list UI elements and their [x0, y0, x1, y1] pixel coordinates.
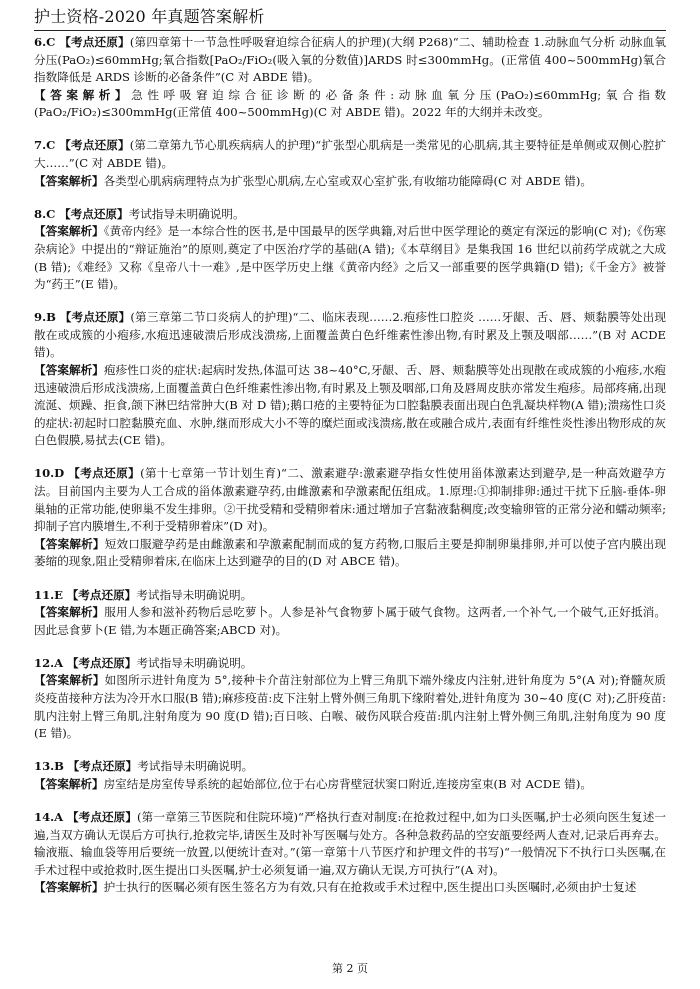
review-text: 考试指导未明确说明。 [137, 759, 254, 774]
answer-item-13 [34, 758, 666, 793]
answer-label: 14.A [34, 809, 64, 824]
answer-label: 9.B [34, 310, 56, 325]
review-paragraph [34, 206, 666, 224]
review-paragraph [34, 655, 666, 673]
analysis-text: 《黄帝内经》是一本综合性的医书,是中国最早的医学典籍,对后世中医学理论的奠定有深远的影响(C 对);《伤寒杂病论》中提出的“辩证施治”的原则,奠定了中医治疗学的基础(A 错);《本草纲目》是集我国 16 世纪以前药学成就之大成(B 错);《难经》又称《皇帝八十一难》,是中医学历史上继《黄帝内经》之后又一部重要的医学典籍(D 错);《千金方》被誉为“药王”(E 错)。 [34, 224, 666, 292]
analysis-text: 疱疹性口炎的症状:起病时发热,体温可达 38~40°C,牙龈、舌、唇、颊黏膜等处出现散在或成簇的小疱疹,水疱迅速破溃后形成浅溃疡,上面覆盖黄白色纤维素性渗出物,有时累及上颚及咽部,口角及唇周皮肤亦常发生疱疹。局部疼痛,出现流涎、烦躁、拒食,颌下淋巴结常肿大(B 对 D 错);鹅口疮的主要特征为口腔黏膜表面出现白色乳凝块样物(A 错);溃疡性口炎的症状:初起时口腔黏膜充血、水肿,继而形成大小不等的糜烂面或浅溃疡,散在或融合成片,表面有纤维性炎性渗出物形成的灰白色假膜,易拭去(CE 错)。 [34, 363, 666, 448]
analysis-paragraph [34, 87, 666, 122]
review-paragraph [34, 137, 666, 172]
analysis-text: 各类型心肌病病理特点为扩张型心肌病,左心室或双心室扩张,有收缩功能障碍(C 对 ABDE 错)。 [103, 173, 592, 188]
review-tag: 【考点还原】 [66, 809, 138, 824]
review-paragraph [34, 587, 666, 605]
review-text: (第十七章第一节计划生育)“二、激素避孕:激素避孕指女性使用甾体激素达到避孕,是一种高效避孕方法。目前国内主要为人工合成的甾体激素避孕药,由雌激素和孕激素配伍组成。1.原理:①抑制排卵:通过干扰下丘脑-垂体-卵巢轴的正常功能,使卵巢不发生排卵。②干扰受精和受精卵着床:通过增加子宫黏液黏稠度;改变输卵管的正常分泌和蠕动频率;抑制子宫内膜增生,不利于受精卵着床”(D 对)。 [34, 466, 666, 534]
header-title: 护士资格-2020 年真题答案解析 [34, 7, 265, 26]
review-text: 考试指导未明确说明。 [136, 655, 253, 670]
analysis-tag: 【答案解析】 [34, 776, 104, 791]
analysis-tag: 【答案解析】 [34, 87, 132, 102]
answer-item-6 [34, 34, 666, 122]
review-paragraph [34, 34, 666, 87]
review-text: 考试指导未明确说明。 [128, 206, 245, 221]
answer-label: 11.E [34, 587, 64, 602]
analysis-paragraph [34, 362, 666, 450]
review-tag: 【考点还原】 [66, 655, 137, 670]
answer-content [34, 34, 666, 912]
review-tag: 【考点还原】 [68, 466, 141, 481]
analysis-text: 急性呼吸窘迫综合征诊断的必备条件:动脉血氧分压(PaO₂)≤60mmHg;氧合指数(PaO₂/FiO₂)≤300mmHg(正常值 400~500mmHg)(C 对 ABDE 错)。2022 年的大纲并未改变。 [34, 87, 666, 120]
answer-label: 6.C [34, 35, 56, 49]
analysis-paragraph [34, 536, 666, 571]
analysis-tag: 【答案解析】 [34, 536, 105, 551]
analysis-text: 服用人参和滋补药物后忌吃萝卜。人参是补气食物萝卜属于破气食物。这两者,一个补气,一个破气,正好抵消。因此忌食萝卜(E 错,为本题正确答案;ABCD 对)。 [34, 605, 666, 637]
answer-label: 7.C [34, 138, 56, 153]
review-tag: 【考点还原】 [59, 138, 130, 153]
review-text: (第四章第十一节急性呼吸窘迫综合征病人的护理)(大纲 P268)“二、辅助检查 1.动脉血气分析 动脉血氧分压(PaO₂)≤60mmHg;氧合指数[PaO₂/FiO₂(吸入氧的分数值)]ARDS 时≤300mmHg。(正常值 400~500mmHg)氧合指数降低是 ARDS 诊断的必备条件”(C 对 ABDE 错)。 [34, 35, 666, 85]
analysis-tag: 【答案解析】 [34, 173, 104, 188]
review-tag: 【考点还原】 [67, 759, 138, 774]
analysis-tag: 【答案解析】 [34, 880, 104, 895]
analysis-text: 如图所示进针角度为 5°,接种卡介苗注射部位为上臂三角肌下端外缘皮内注射,进针角度为 5°(A 对);脊髓灰质炎疫苗接种方法为冷开水口服(B 错);麻疹疫苗:皮下注射上臂外侧三角肌下缘附着处,进针角度为 30~40 度(C 对);乙肝疫苗:肌内注射上臂三角肌,注射角度为 90 度(D 错);百日咳、白喉、破伤风联合疫苗:肌内注射上臂外侧三角肌,注射角度为 90 度(E 错)。 [34, 673, 666, 741]
review-tag: 【考点还原】 [59, 310, 131, 325]
answer-item-11 [34, 587, 666, 640]
analysis-tag: 【答案解析】 [34, 673, 105, 688]
review-text: (第三章第二节口炎病人的护理)“二、临床表现……2.疱疹性口腔炎 ……牙龈、舌、唇、颊黏膜等处出现散在或成簇的小疱疹,水疱迅速破溃后形成浅溃疡,上面覆盖黄白色纤维素性渗出物,有时累及上颚及咽部……”(B 对 ACDE 错)。 [34, 310, 666, 360]
answer-item-10 [34, 465, 666, 571]
analysis-paragraph [34, 879, 666, 897]
review-tag: 【考点还原】 [66, 587, 137, 602]
analysis-paragraph [34, 173, 666, 191]
review-tag: 【考点还原】 [59, 35, 130, 49]
answer-item-9 [34, 309, 666, 450]
review-tag: 【考点还原】 [59, 206, 129, 221]
analysis-paragraph [34, 776, 666, 794]
answer-item-14 [34, 809, 666, 897]
answer-label: 12.A [34, 655, 64, 670]
review-text: 考试指导未明确说明。 [136, 587, 253, 602]
review-paragraph [34, 809, 666, 879]
answer-label: 10.D [34, 466, 65, 481]
review-paragraph [34, 758, 666, 776]
analysis-text: 护士执行的医嘱必须有医生签名方为有效,只有在抢救或手术过程中,医生提出口头医嘱时,必须由护士复述 [103, 880, 637, 895]
analysis-paragraph [34, 604, 666, 639]
analysis-text: 房室结是房室传导系统的起始部位,位于右心房背壁冠状窦口附近,连接房室束(B 对 ACDE 错)。 [103, 776, 592, 791]
analysis-paragraph [34, 672, 666, 742]
answer-label: 8.C [34, 206, 56, 221]
answer-item-8 [34, 206, 666, 294]
answer-item-12 [34, 655, 666, 743]
analysis-text: 短效口服避孕药是由雌激素和孕激素配制而成的复方药物,口服后主要是抑制卵巢排卵,并可以使子宫内膜出现萎缩的现象,阻止受精卵着床,在临床上达到避孕的目的(D 对 ABCE 错)。 [34, 536, 666, 569]
analysis-tag: 【答案解析】 [34, 605, 105, 620]
answer-label: 13.B [34, 759, 64, 774]
page-number: 第 2 页 [332, 962, 368, 975]
review-paragraph [34, 309, 666, 362]
analysis-tag: 【答案解析】 [34, 224, 104, 239]
page-header [34, 6, 666, 31]
review-text: (第一章第三节医院和住院环境)“严格执行查对制度:在抢救过程中,如为口头医嘱,护士必须向医生复述一遍,当双方确认无误后方可执行,抢救完毕,请医生及时补写医嘱与处方。各种急救药品的空安瓿要经两人查对,记录后再弃去。输液瓶、输血袋等用后要统一放置,以便统计查对。”(第一章第十八节医疗和护理文件的书写)“一般情况下不执行口头医嘱,在手术过程中或抢救时,医生提出口头医嘱,护士必须复诵一遍,双方确认无误,方可执行”(A 对)。 [34, 809, 666, 877]
answer-item-7 [34, 137, 666, 190]
analysis-tag: 【答案解析】 [34, 363, 104, 377]
analysis-paragraph [34, 223, 666, 293]
review-paragraph [34, 465, 666, 535]
review-text: (第二章第九节心肌疾病病人的护理)“扩张型心肌病是一类常见的心肌病,其主要特征是单侧或双侧心腔扩大……”(C 对 ABDE 错)。 [34, 138, 666, 171]
